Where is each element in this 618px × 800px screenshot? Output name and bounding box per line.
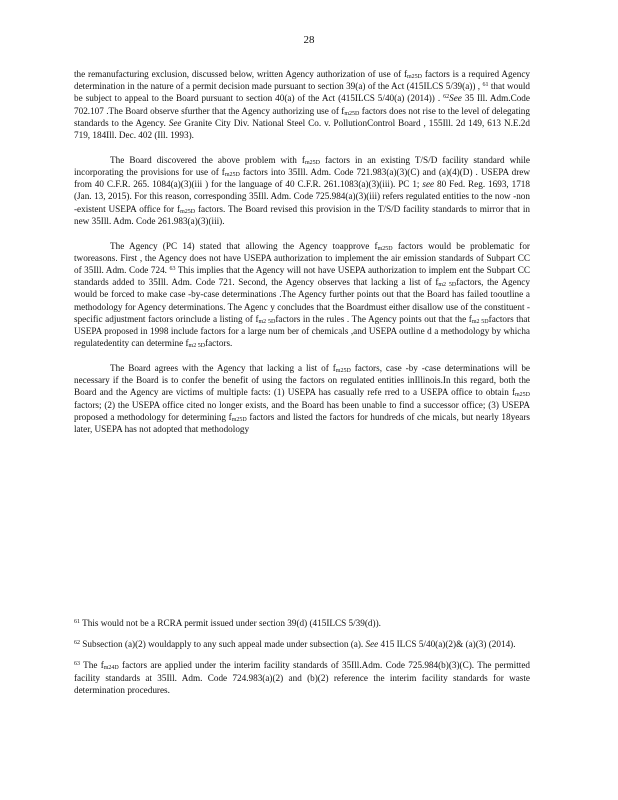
text-run: 35 Ill. Adm.Code 702.107 .The Board observe sfurther that the Agency authorizing use of f: [74, 93, 530, 116]
subscript: m2 5D: [258, 318, 276, 325]
text-run: factors in the rules . The Agency points out that the f: [275, 313, 472, 324]
text-run: Granite City Div. National Steel Co. v. PollutionControl Board , 155Ill. 2d 149, 613 N.E.2d 719, 184Ill. Dec. 402 (Ill. 1993).: [74, 117, 530, 141]
page-number: 28: [303, 34, 315, 46]
subscript: m25D: [335, 368, 351, 375]
text-run: factors are applied under the interim facility standards of 35Ill.Adm. Code 725.984(b)(3)(C). The permitted facility standards at 35Ill. Adm. Code 724.983(a)(2) and (b)(2) reference the interim facility standards for waste determination procedures.: [74, 660, 530, 695]
italic-text: See: [168, 117, 182, 128]
text-run: factors does not rise to the level of delegating standards to the Agency.: [74, 105, 530, 128]
text-run: factors, the Agency would be forced to make case -by-case determinations .The Agency further points out that the Board has failed tooutline a methodology for Agency determinations. The Agenc y concludes that the Boardmust either disallow use of the constituent - specific adjustment factors orinclude a listing of f: [74, 277, 530, 324]
body-text: [74, 68, 530, 448]
italic-text: See: [365, 639, 379, 650]
text-run: factors is a required Agency determination in the nature of a permit decision made pursuant to section 39(a) of the Act (415ILCS 5/39(a)) ,: [74, 69, 530, 92]
footnote-ref: 63: [169, 266, 176, 273]
text-run: The Agency (PC 14) stated that allowing the Agency toapprove f: [110, 240, 378, 251]
text-run: factors would be problematic for tworeasons. First , the Agency does not have USEPA authorization to implement the air emission standards of Subpart CC of 35Ill. Adm. Code 724.: [74, 240, 530, 276]
footnote-ref: 61: [74, 619, 80, 625]
text-run: 80 Fed. Reg. 1693, 1718 (Jan. 13, 2015). For this reason, corresponding 35Ill. Adm. Code 725.984(a)(3)(iii) refers regulated entities to the now -non -existent USEPA office for f: [74, 179, 530, 214]
text-run: This implies that the Agency will not have USEPA authorization to implem ent the Subpart CC standards added to 35Ill. Adm. Code 721. Second, the Agency observes that lacking a list of f: [74, 265, 530, 288]
text-run: factors that USEPA proposed in 1998 include factors for a large num ber of chemicals ,and USEPA outline d a methodology by whicha regulatedentity can determine f: [74, 313, 531, 349]
subscript: m2 5D: [471, 318, 489, 325]
footnote-ref: 61: [482, 82, 489, 89]
subscript: m25D: [515, 392, 530, 399]
text-run: factors and listed the factors for hundreds of che micals, but nearly 18years later, USEPA has not adopted that methodology: [74, 411, 530, 435]
text-run: factors in an existing T/S/D facility standard while incorporating the provisions for use of f: [74, 154, 530, 178]
text-run: the remanufacturing exclusion, discussed below, written Agency authorization of use of f: [74, 69, 408, 79]
paragraph: [74, 362, 530, 435]
italic-text: See: [449, 93, 462, 104]
text-run: The f: [80, 660, 104, 671]
subscript: m2 5D: [188, 343, 206, 350]
subscript: m25D: [304, 159, 320, 166]
text-run: The Board agrees with the Agency that lacking a list of f: [110, 363, 336, 374]
subscript: m25D: [407, 74, 423, 80]
subscript: m25D: [377, 245, 393, 252]
text-run: Subsection (a)(2) wouldapply to any such appeal made under subsection (a).: [80, 639, 366, 650]
subscript: m25D: [231, 416, 247, 423]
paragraph: [74, 68, 530, 141]
paragraph: [74, 154, 530, 227]
text-run: The Board discovered the above problem with f: [110, 154, 305, 165]
subscript: m25D: [224, 172, 240, 179]
subscript: m2 5D: [438, 282, 457, 289]
footnote: [74, 617, 530, 629]
footnotes: [74, 617, 530, 705]
text-run: factors, case -by -case determinations will be necessary if the Board is to confer the benefit of using the factors on regulated entities inIllinois.In this regard, both the Board and the Agency are victims of multiple facts: (1) USEPA has casually refe rred to a USEPA office to obtain f: [74, 363, 530, 398]
footnote-ref: 62: [443, 94, 450, 101]
footnote: [74, 659, 530, 696]
text-run: that would be subject to appeal to the Board pursuant to section 40(a) of the Act (415ILCS 5/40(a) (2014)) .: [74, 81, 530, 104]
footnote: [74, 638, 530, 650]
footnote-ref: 63: [74, 661, 80, 668]
italic-text: see: [422, 179, 435, 190]
footnote-ref: 62: [74, 640, 80, 647]
text-run: factors; (2) the USEPA office cited no longer exists, and the Board has been unable to find a successor office; (3) USEPA proposed a methodology for determining f: [74, 399, 530, 422]
subscript: m25D: [180, 208, 196, 215]
text-run: factors into 35Ill. Adm. Code 721.983(a)(3)(C) and (a)(4)(D) . USEPA drew from 40 C.F.R. 265. 1084(a)(3)(iii ) for the language of 40 C.F.R. 261.1083(a)(3)(iii). PC 1;: [74, 167, 530, 190]
text-run: 415 ILCS 5/40(a)(2)& (a)(3) (2014).: [378, 639, 516, 650]
subscript: m24D: [103, 665, 119, 672]
text-run: factors.: [205, 338, 233, 349]
paragraph: [74, 240, 530, 350]
text-run: factors. The Board revised this provision in the T/S/D facility standards to mirror that in new 35Ill. Adm. Code 261.983(a)(3)(iii).: [74, 203, 530, 226]
text-run: This would not be a RCRA permit issued under section 39(d) (415ILCS 5/39(d)).: [80, 618, 381, 628]
subscript: m25D: [344, 110, 360, 117]
